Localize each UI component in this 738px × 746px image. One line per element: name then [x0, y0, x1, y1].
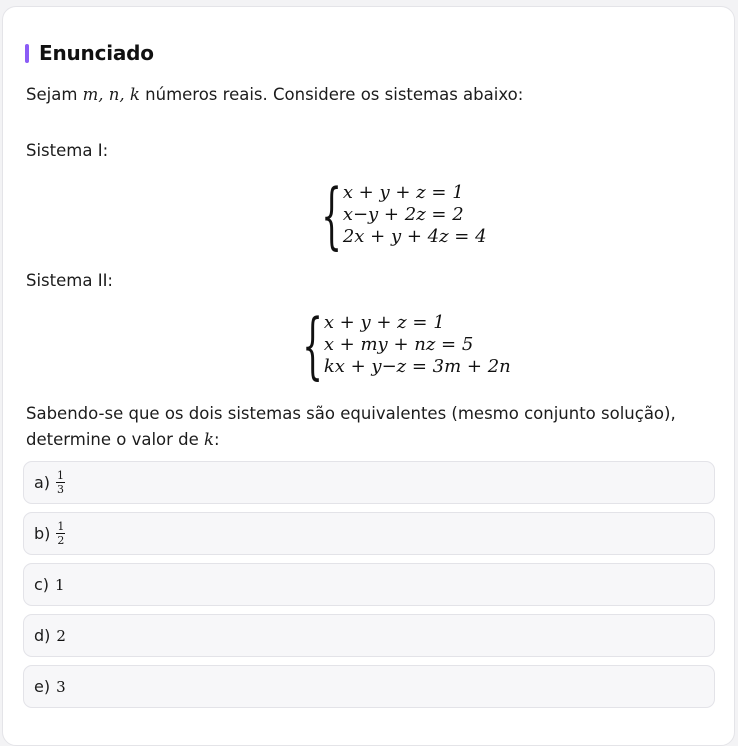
- option-b[interactable]: [23, 512, 715, 555]
- option-d-value: 2: [56, 626, 66, 645]
- option-e-value: 3: [56, 677, 66, 696]
- option-a-denominator: 3: [57, 483, 65, 496]
- option-a-numerator: 1: [57, 469, 65, 482]
- answer-options: [23, 461, 715, 716]
- question-variable: k: [204, 430, 215, 449]
- option-b-letter: b): [34, 524, 51, 543]
- option-a[interactable]: [23, 461, 715, 504]
- system2-brace: {: [302, 303, 323, 387]
- option-e-letter: e): [34, 677, 51, 696]
- question-line2: [26, 427, 676, 453]
- option-d-letter: d): [34, 626, 51, 645]
- system1-eq2: x−y + 2z = 2: [342, 204, 464, 225]
- heading: [25, 41, 154, 65]
- question-line2-suffix: :: [214, 430, 220, 449]
- option-b-fraction: [56, 521, 65, 546]
- system1: [296, 173, 487, 257]
- intro-prefix: Sejam: [26, 85, 83, 104]
- system2-label: Sistema II:: [26, 271, 113, 290]
- intro-variables: m, n, k: [82, 85, 140, 104]
- option-b-denominator: 2: [57, 534, 65, 547]
- option-a-letter: a): [34, 473, 51, 492]
- system1-eq1: x + y + z = 1: [342, 182, 464, 203]
- intro-suffix: números reais. Considere os sistemas abaixo:: [139, 85, 524, 104]
- option-c-letter: c): [34, 575, 50, 594]
- option-e[interactable]: [23, 665, 715, 708]
- system2: [277, 303, 511, 387]
- intro-text: [26, 83, 523, 107]
- option-d[interactable]: [23, 614, 715, 657]
- option-b-numerator: 1: [57, 520, 65, 533]
- question-line2-prefix: determine o valor de: [26, 430, 205, 449]
- question-text: [26, 401, 676, 453]
- system1-eq3: 2x + y + 4z = 4: [342, 226, 487, 247]
- option-c[interactable]: [23, 563, 715, 606]
- heading-title: Enunciado: [39, 41, 154, 65]
- option-a-fraction: [56, 470, 65, 495]
- system2-eq2: x + my + nz = 5: [323, 334, 474, 355]
- system1-brace: {: [321, 173, 342, 257]
- system1-label: Sistema I:: [26, 141, 109, 160]
- system2-eq3: kx + y−z = 3m + 2n: [323, 356, 511, 377]
- option-c-value: 1: [55, 575, 65, 594]
- question-line1: Sabendo-se que os dois sistemas são equivalentes (mesmo conjunto solução),: [26, 404, 676, 423]
- heading-accent-bar: [25, 44, 29, 63]
- system2-eq1: x + y + z = 1: [323, 312, 445, 333]
